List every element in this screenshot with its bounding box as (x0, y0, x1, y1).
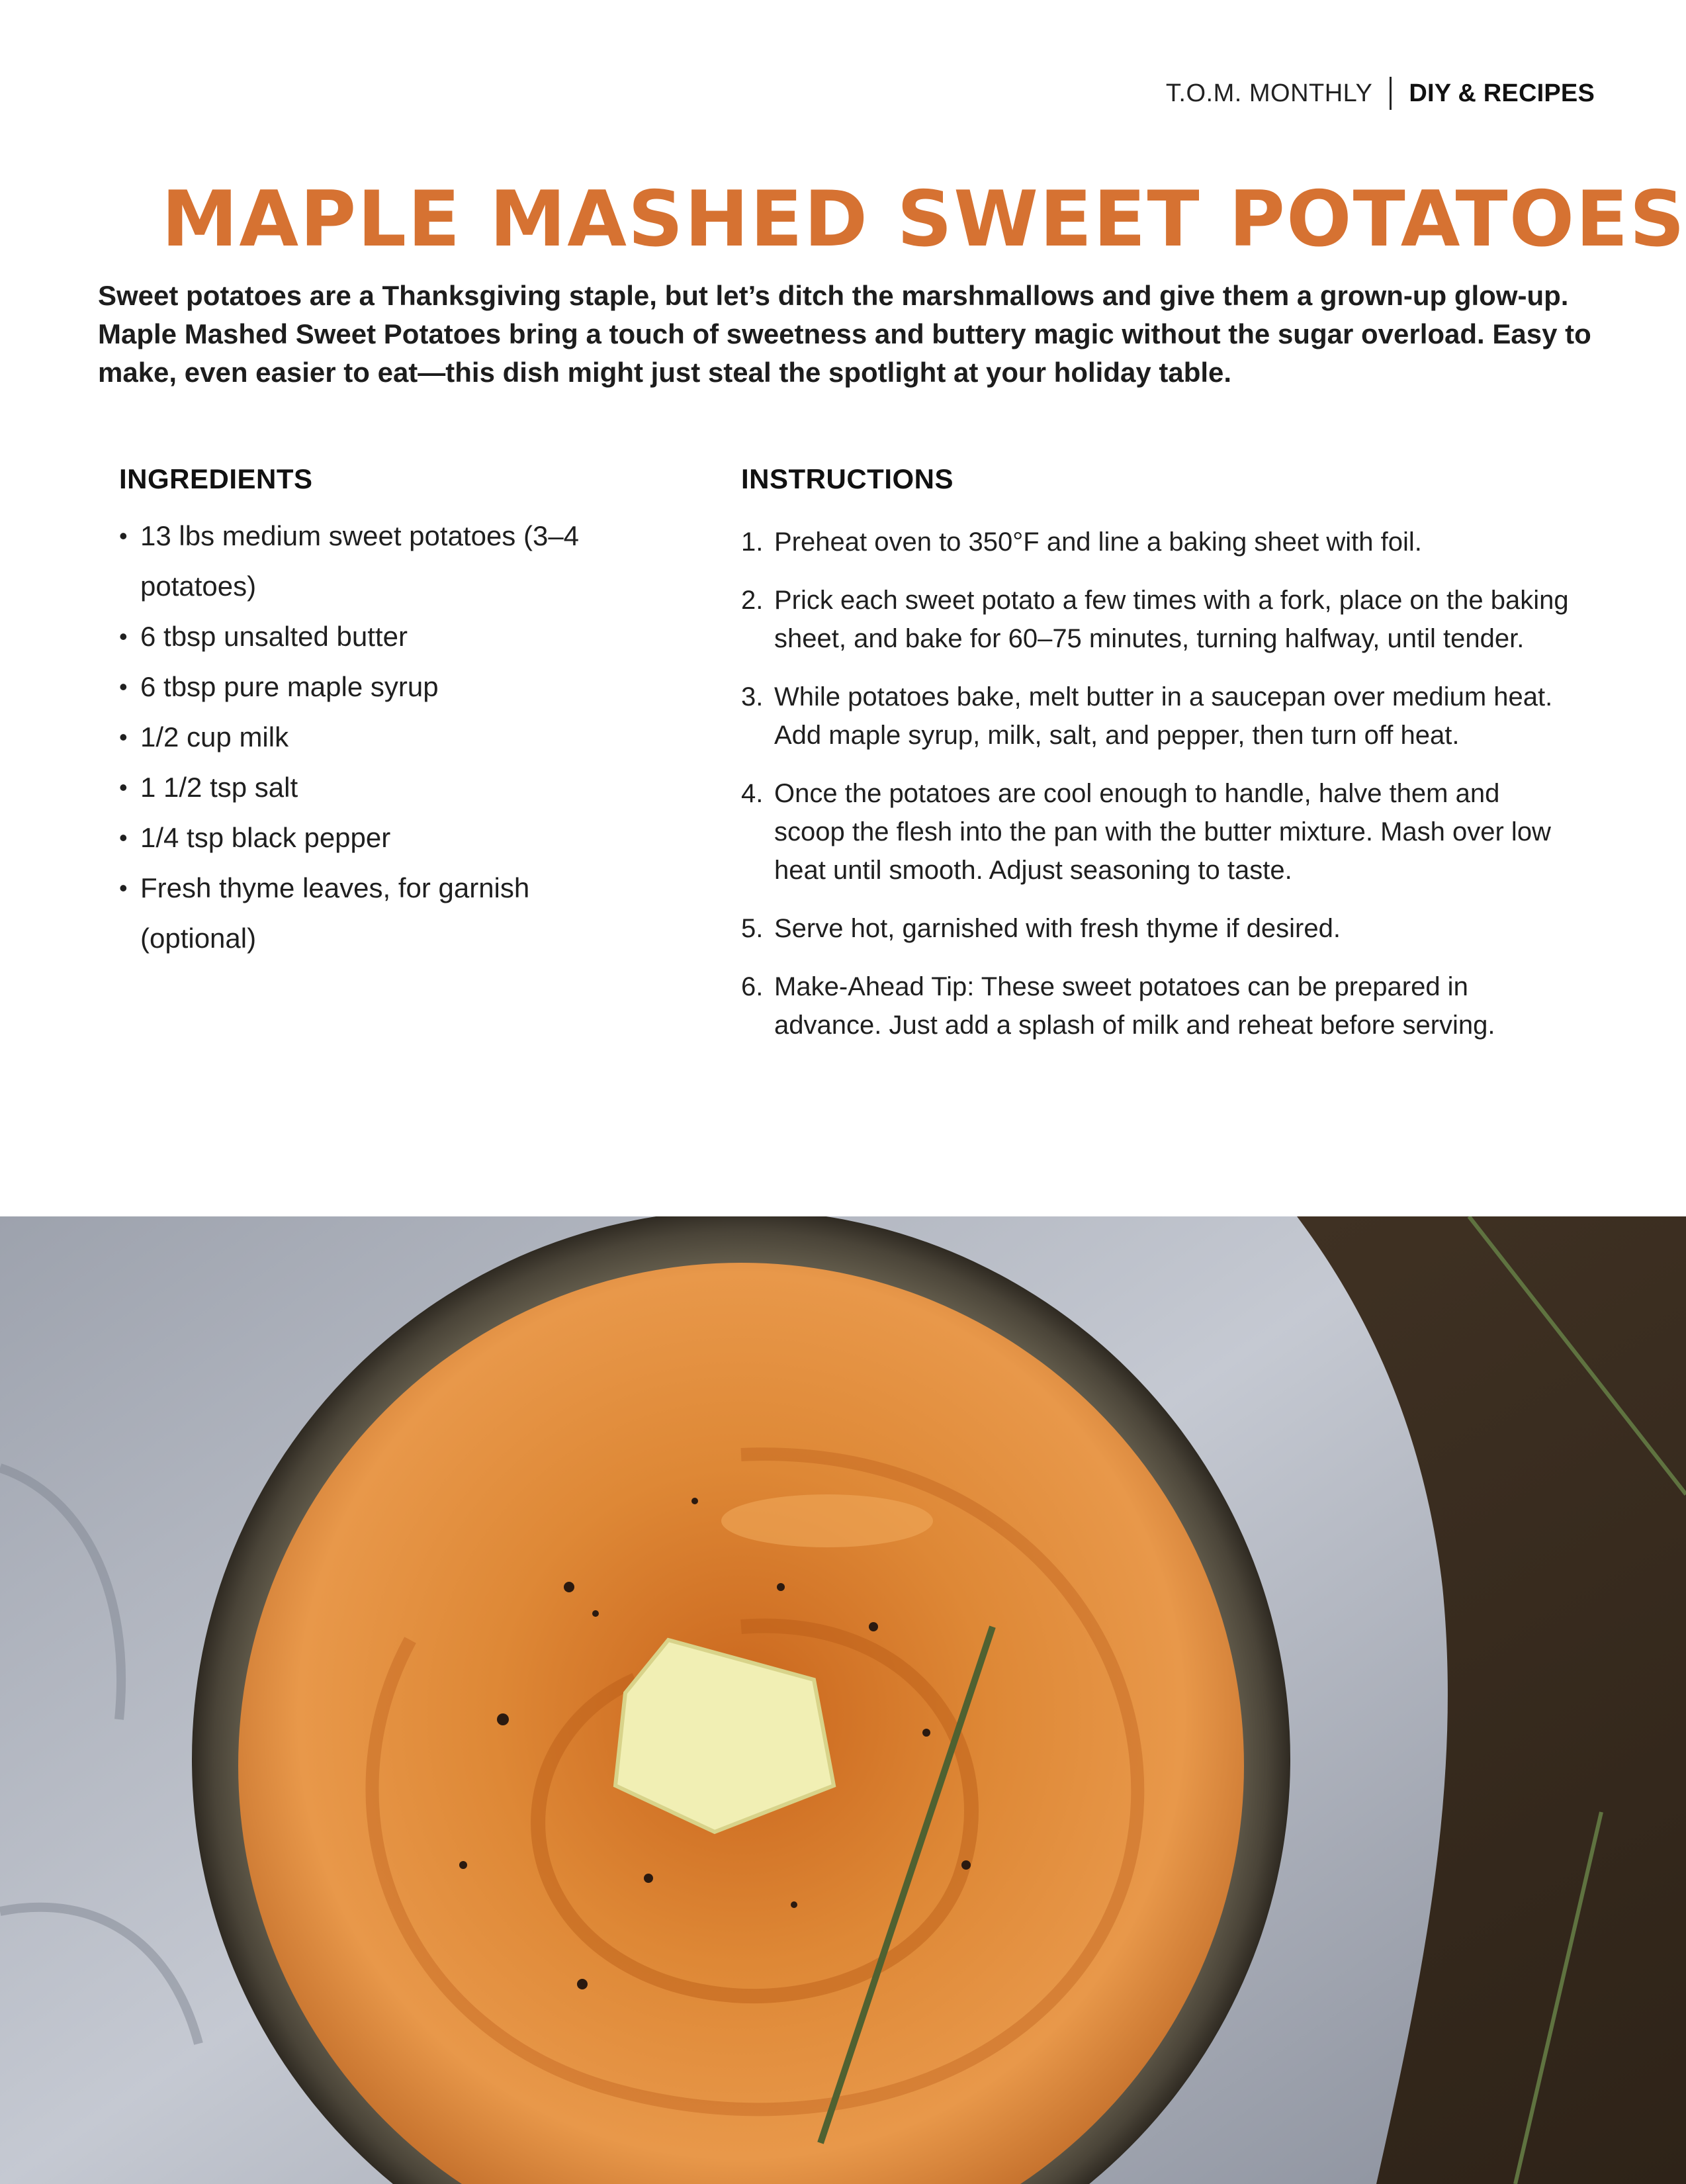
ingredient-item: • 13 lbs medium sweet potatoes (3–4 potatoes) (119, 511, 642, 612)
ingredient-item: • 6 tbsp pure maple syrup (119, 662, 642, 712)
ingredient-item: • 1/2 cup milk (119, 712, 642, 762)
maple-glaze (721, 1494, 933, 1547)
recipe-intro: Sweet potatoes are a Thanksgiving staple, but let’s ditch the marshmallows and give them a grown-up glow-up. Maple Mashed Sweet Potatoes bring a touch of sweetness and buttery magic without the sugar overload. Easy to make, even easier to eat—this dish might just steal the spotlight at your holiday table. (98, 280, 1591, 388)
bullet: • (119, 623, 128, 650)
bullet: • (119, 774, 128, 801)
instruction-step (741, 581, 1575, 658)
step-number: 6. (741, 972, 764, 1001)
bullet: • (119, 673, 128, 700)
recipe-title: MAPLE MASHED SWEET POTATOES (161, 175, 1686, 264)
ingredient-item: • 1/4 tsp black pepper (119, 813, 642, 863)
ingredients-list (119, 511, 642, 964)
ingredient-item: • 6 tbsp unsalted butter (119, 612, 642, 662)
sweet-potato-photo (0, 1216, 1686, 2184)
publication-name: T.O.M. MONTHLY (1165, 79, 1373, 107)
step-number: 2. (741, 586, 764, 615)
instruction-step (741, 909, 1575, 948)
ingredient-item: • 1 1/2 tsp salt (119, 762, 642, 813)
page-header (1166, 77, 1595, 110)
instruction-step (741, 774, 1575, 889)
step-text: Once the potatoes are cool enough to handle, halve them and scoop the flesh into the pan with the butter mixture. Mash over low heat until smooth. Adjust seasoning to taste. (774, 779, 1551, 885)
bullet: • (119, 824, 128, 851)
instruction-step (741, 968, 1575, 1044)
step-text: While potatoes bake, melt butter in a saucepan over medium heat. Add maple syrup, milk, salt, and pepper, then turn off heat. (774, 682, 1553, 750)
ingredient-item: • Fresh thyme leaves, for garnish (optional) (119, 863, 642, 964)
header-divider (1390, 77, 1392, 110)
step-number: 5. (741, 914, 764, 943)
food-illustration (0, 1216, 1686, 2184)
step-number: 4. (741, 779, 764, 808)
instruction-step (741, 678, 1575, 754)
step-text: Serve hot, garnished with fresh thyme if desired. (774, 914, 1341, 943)
bullet: • (119, 874, 128, 901)
ingredients-heading: INGREDIENTS (119, 463, 313, 494)
instructions-heading: INSTRUCTIONS (741, 463, 954, 494)
step-number: 1. (741, 527, 764, 557)
step-number: 3. (741, 682, 764, 711)
section-name: DIY & RECIPES (1409, 79, 1595, 107)
step-text: Preheat oven to 350°F and line a baking sheet with foil. (774, 527, 1422, 557)
bullet: • (119, 723, 128, 751)
bullet: • (119, 522, 128, 549)
instructions-list (741, 523, 1575, 1064)
instruction-step (741, 523, 1575, 561)
step-text: Make-Ahead Tip: These sweet potatoes can be prepared in advance. Just add a splash of milk and reheat before serving. (774, 972, 1495, 1040)
step-text: Prick each sweet potato a few times with a fork, place on the baking sheet, and bake for 60–75 minutes, turning halfway, until tender. (774, 586, 1569, 653)
